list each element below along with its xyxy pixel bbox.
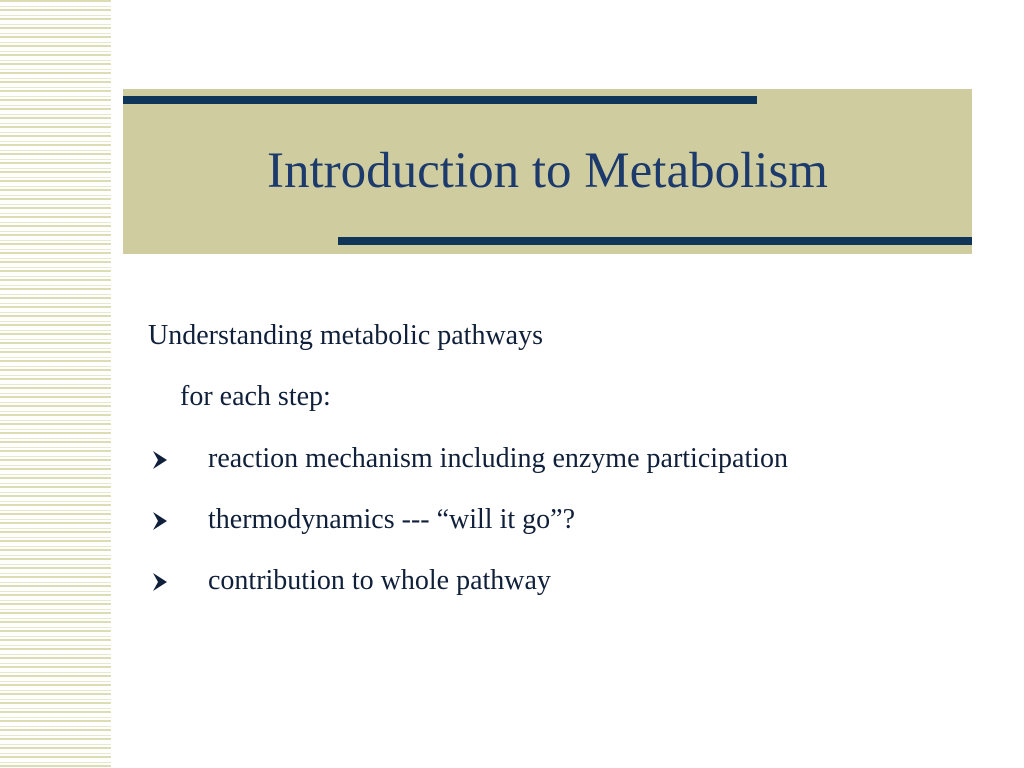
slide-title: Introduction to Metabolism <box>267 143 828 199</box>
decorative-stripes <box>0 0 111 768</box>
body-subheading: for each step: <box>180 381 331 412</box>
title-rule-top <box>123 96 757 104</box>
arrow-bullet-icon <box>150 571 170 593</box>
arrow-bullet-icon <box>150 510 170 532</box>
bullet-item-1: reaction mechanism including enzyme participation <box>208 443 789 474</box>
bullet-item-2: thermodynamics --- “will it go”? <box>208 504 575 535</box>
body-heading: Understanding metabolic pathways <box>148 320 544 351</box>
arrow-bullet-icon <box>150 449 170 471</box>
bullet-item-3: contribution to whole pathway <box>208 565 551 596</box>
title-rule-bottom <box>338 237 972 245</box>
